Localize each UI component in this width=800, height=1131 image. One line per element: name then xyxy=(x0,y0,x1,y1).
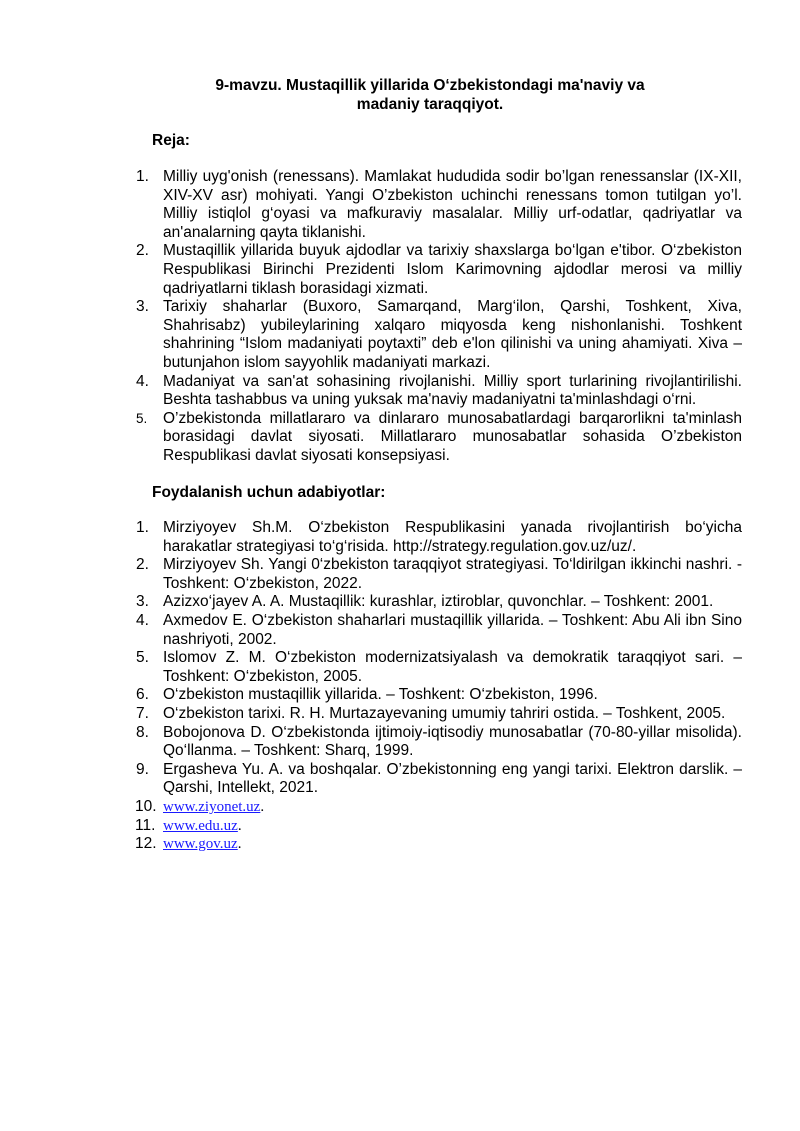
plan-item-number: 4. xyxy=(136,372,149,390)
literature-link-item xyxy=(136,835,742,854)
literature-item-text: Islomov Z. M. O‘zbekiston modernizatsiyalash va demokratik taraqqiyot sari. – Toshkent: O‘zbekiston, 2005. xyxy=(163,649,742,685)
literature-item-text: Mirziyoyev Sh. Yangi 0‘zbekiston taraqqiyot strategiyasi. To‘ldirilgan ikkinchi nashri. - Toshkent: O‘zbekiston, 2022. xyxy=(163,556,742,592)
plan-item-text: Tarixiy shaharlar (Buxoro, Samarqand, Marg‘ilon, Qarshi, Toshkent, Xiva, Shahrisabz) yubileylarining xalqaro miqyosda keng nishonlanishi. Toshkent shahrining “Islom madaniyati poytaxti” deb e'lon qilinishi va uning ahamiyati. Xiva – butunjahon islom sayyohlik madaniyati markazi. xyxy=(163,298,742,371)
plan-item-number: 3. xyxy=(136,298,149,316)
literature-item-number: 9. xyxy=(136,760,149,778)
literature-item xyxy=(136,556,742,593)
literature-link-item xyxy=(136,817,742,836)
gov-link[interactable]: www.gov.uz xyxy=(163,836,238,853)
literature-item-text: Bobojonova D. O‘zbekistonda ijtimoiy-iqtisodiy munosabatlar (70-80-yillar misolida). Qo‘llanma. – Toshkent: Sharq, 1999. xyxy=(163,723,742,760)
link-suffix: . xyxy=(237,817,242,834)
literature-item-text: Axmedov E. O‘zbekiston shaharlari mustaqillik yillarida. – Toshkent: Abu Ali ibn Sino nashriyoti, 2002. xyxy=(163,611,742,648)
link-suffix: . xyxy=(260,798,265,815)
edu-link[interactable]: www.edu.uz xyxy=(163,817,238,834)
document-title xyxy=(150,76,710,114)
plan-item xyxy=(136,373,742,410)
literature-item-number: 2. xyxy=(136,556,149,574)
ziyonet-link[interactable]: www.ziyonet.uz xyxy=(163,798,261,815)
plan-item-number: 2. xyxy=(136,242,149,260)
literature-list xyxy=(136,519,742,854)
plan-item-text: O’zbekistonda millatlararo va dinlararo munosabatlardagi barqarorlikni ta'minlash borasidagi davlat siyosati. Millatlararo munosabatlar sohasida O’zbekiston Respublikasi davlat siyosati konsepsiyasi. xyxy=(163,409,742,464)
plan-item-number: 5. xyxy=(136,410,148,426)
title-line-2: madaniy taraqqiyot. xyxy=(356,96,504,113)
title-line-1: 9-mavzu. Mustaqillik yillarida O‘zbekistondagi ma'naviy va xyxy=(215,77,645,94)
literature-item xyxy=(136,612,742,649)
plan-item-number: 1. xyxy=(136,168,149,185)
literature-item-number: 10. xyxy=(135,797,157,815)
literature-item-text: Mirziyoyev Sh.M. O‘zbekiston Respublikasini yanada rivojlantirish bo‘yicha harakatlar strategiyasi to‘g‘risida. http://strategy.regulation.gov.uz/uz/. xyxy=(163,519,742,555)
literature-item-number: 3. xyxy=(136,593,149,611)
plan-item-text: Milliy uyg'onish (renessans). Mamlakat hududida sodir bo’lgan renessanslar (IX-XII, XIV-XV asr) mohiyati. Yangi O’zbekiston uchinchi renessans tomon tutilgan yo’l. Milliy istiqlol g‘oyasi va mafkuraviy masalalar. Milliy urf-odatlar, qadriyatlar va an'analarning qayta tiklanishi. xyxy=(163,168,742,241)
plan-item xyxy=(136,410,742,466)
literature-item-number: 4. xyxy=(136,611,149,629)
literature-item-number: 11. xyxy=(135,816,156,834)
literature-item xyxy=(136,649,742,686)
literature-item-text: O‘zbekiston mustaqillik yillarida. – Toshkent: O‘zbekiston, 1996. xyxy=(163,686,598,704)
literature-item xyxy=(136,593,742,612)
plan-heading: Reja: xyxy=(152,132,190,149)
literature-heading: Foydalanish uchun adabiyotlar: xyxy=(152,484,386,501)
link-suffix: . xyxy=(237,836,242,853)
literature-item xyxy=(136,724,742,761)
plan-item xyxy=(136,242,742,298)
literature-item xyxy=(136,705,742,724)
literature-link-item xyxy=(136,798,742,817)
literature-item-number: 8. xyxy=(136,723,149,741)
literature-item xyxy=(136,761,742,798)
plan-item-text: Mustaqillik yillarida buyuk ajdodlar va tarixiy shaxslarga bo‘lgan e'tibor. O‘zbekiston Respublikasi Birinchi Prezidenti Islom Karimovning ajdodlar merosi va milliy qadriyatlarni tiklash borasidagi xizmati. xyxy=(163,242,742,297)
plan-list xyxy=(136,168,742,466)
literature-item-number: 5. xyxy=(136,649,149,667)
literature-item-text: Ergasheva Yu. A. va boshqalar. O’zbekistonning eng yangi tarixi. Elektron darslik. – Qarshi, Intellekt, 2021. xyxy=(163,760,742,797)
literature-item-number: 12. xyxy=(135,835,157,853)
literature-item xyxy=(136,686,742,705)
literature-item xyxy=(136,519,742,556)
plan-item xyxy=(136,298,742,372)
plan-item-text: Madaniyat va san'at sohasining rivojlanishi. Milliy sport turlarining rivojlantirilishi. Beshta tashabbus va uning yuksak ma'naviy madaniyatni ta'minlashdagi o‘rni. xyxy=(163,372,742,409)
literature-item-number: 1. xyxy=(136,519,149,536)
literature-item-text: Azizxo‘jayev A. A. Mustaqillik: kurashlar, iztiroblar, quvonchlar. – Toshkent: 2001. xyxy=(163,593,714,611)
literature-item-text: O‘zbekiston tarixi. R. H. Murtazayevaning umumiy tahriri ostida. – Toshkent, 2005. xyxy=(163,704,726,722)
literature-item-number: 7. xyxy=(136,704,149,722)
literature-item-number: 6. xyxy=(136,686,149,704)
plan-item xyxy=(136,168,742,242)
